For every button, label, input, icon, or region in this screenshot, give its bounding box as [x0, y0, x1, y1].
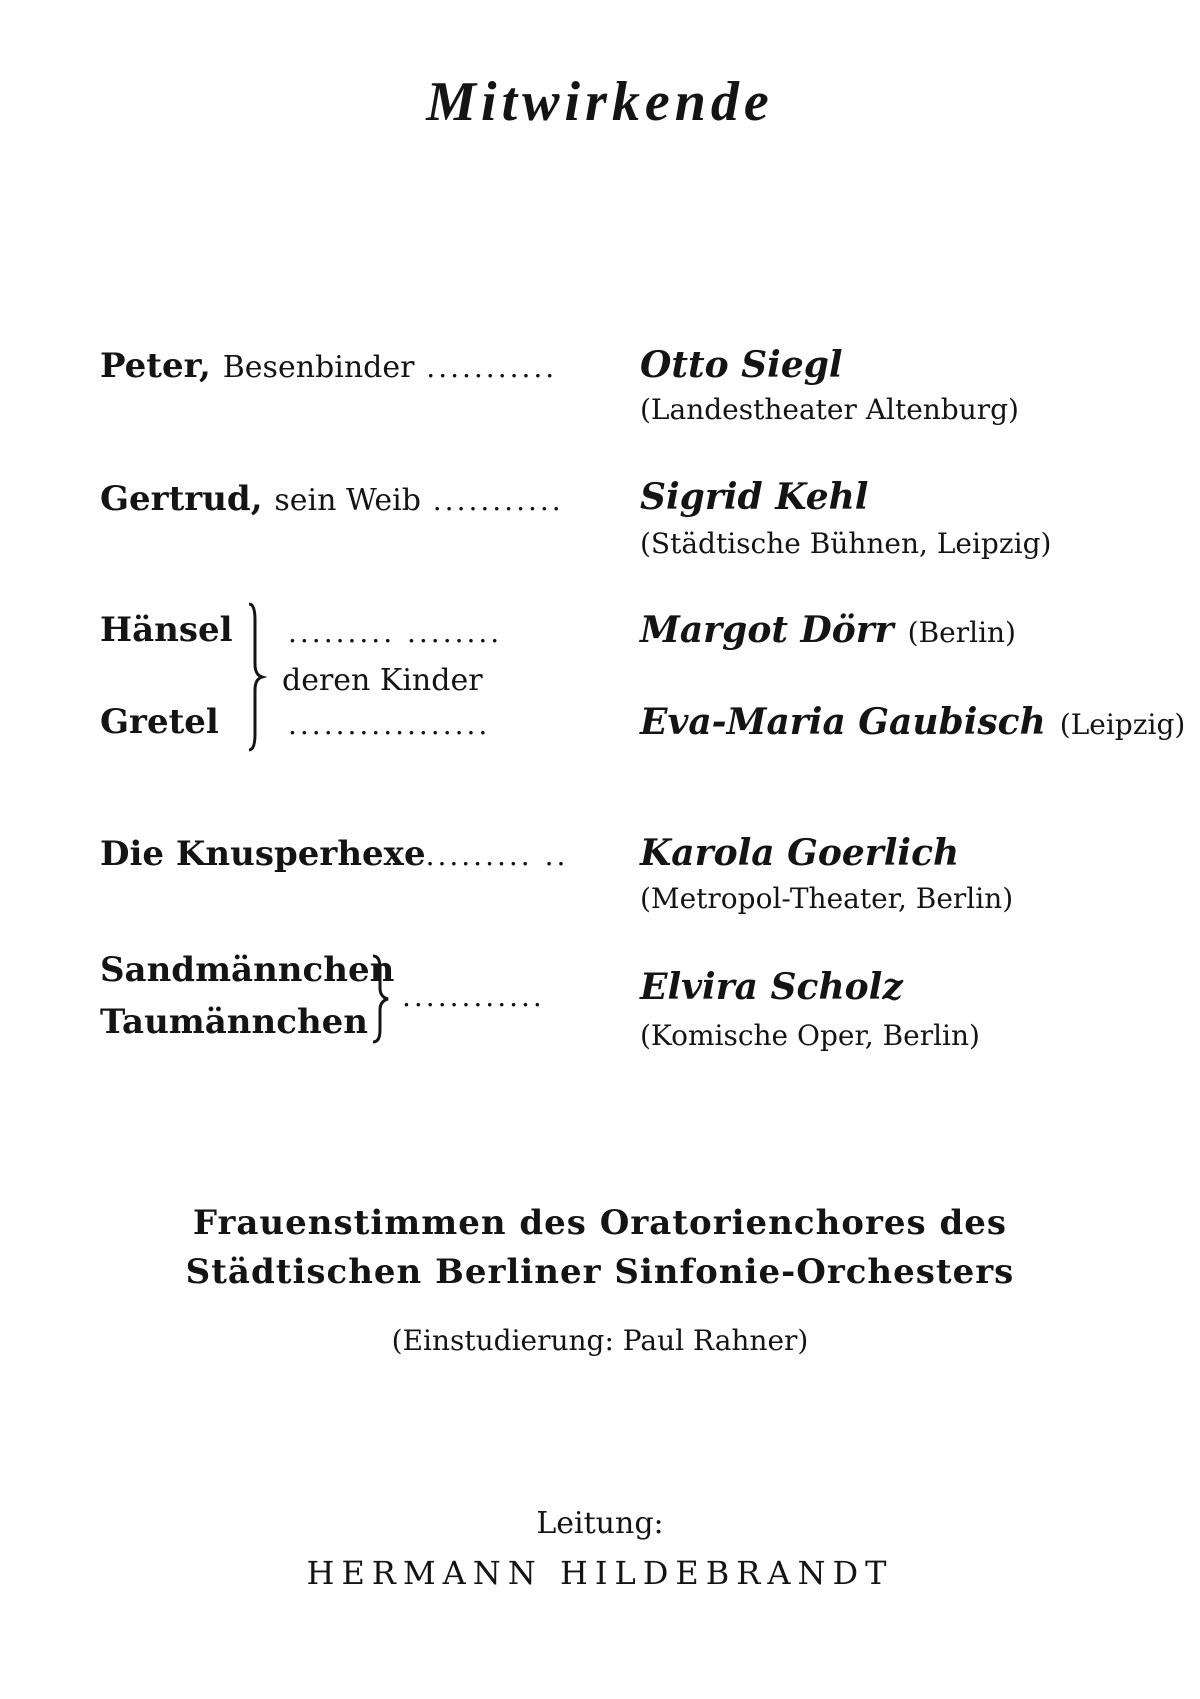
role-name-haensel: Hänsel: [100, 610, 233, 650]
singer-name: Otto Siegl: [640, 344, 843, 386]
page-title: Mitwirkende: [426, 71, 774, 133]
role-name: Peter,: [100, 346, 211, 386]
leader-dots: ......... ..: [425, 839, 569, 872]
choir-line-2: Städtischen Berliner Sinfonie-Orchesters: [185, 1252, 1015, 1292]
cast-row-gertrud-role: [100, 479, 564, 519]
singer-row-gretel: [640, 701, 1185, 743]
cast-row-hexe-role: [100, 834, 568, 874]
singer-house: (Komische Oper, Berlin): [640, 1019, 980, 1052]
singer-name: Eva-Maria Gaubisch: [640, 701, 1046, 743]
role-name-taumaennchen: Taumännchen: [100, 1002, 369, 1042]
role-description: Besenbinder: [222, 350, 415, 385]
singer-house: (Metropol-Theater, Berlin): [640, 882, 1014, 915]
singer-name: Sigrid Kehl: [640, 476, 869, 518]
role-name-gretel: Gretel: [100, 702, 219, 742]
singer-house: (Leipzig): [1059, 708, 1186, 741]
singer-name: Karola Goerlich: [640, 832, 960, 874]
leader-dots: ............: [402, 980, 545, 1013]
brace-sandmaennchen: [368, 954, 394, 1044]
singer-name: Elvira Scholz: [640, 966, 903, 1008]
brace-kinder: [243, 602, 267, 752]
role-name: Die Knusperhexe: [100, 834, 426, 874]
role-description: sein Weib: [274, 483, 421, 518]
conductor-name: HERMANN HILDEBRANDT: [306, 1554, 894, 1592]
role-name: Gertrud,: [100, 479, 263, 519]
choir-rehearsal: (Einstudierung: Paul Rahner): [391, 1324, 809, 1357]
leader-dots-gretel: .................: [288, 708, 491, 741]
direction-label: Leitung:: [536, 1506, 664, 1541]
singer-name: Margot Dörr: [640, 609, 894, 651]
cast-row-peter-role: [100, 346, 557, 386]
singer-house: (Landestheater Altenburg): [640, 393, 1019, 426]
singer-house: (Berlin): [907, 616, 1016, 649]
leader-dots: ...........: [432, 484, 564, 517]
group-label: deren Kinder: [282, 663, 483, 698]
choir-line-1: Frauenstimmen des Oratorienchores des: [192, 1203, 1008, 1243]
singer-row-haensel: [640, 609, 1016, 651]
leader-dots: ...........: [426, 351, 558, 384]
role-name-sandmaennchen: Sandmännchen: [100, 950, 395, 990]
leader-dots-haensel: ......... ........: [288, 616, 503, 649]
singer-house: (Städtische Bühnen, Leipzig): [640, 527, 1052, 560]
